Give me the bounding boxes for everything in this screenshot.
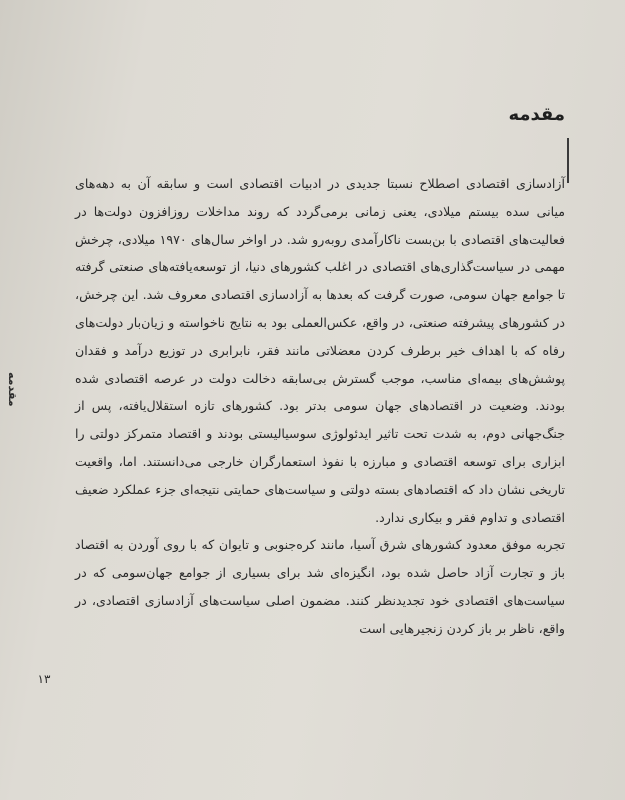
paragraph-1: آزادسازی اقتصادی اصطلاح نسبتا جدیدی در ادبیات اقتصادی است و سابقه آن به دهه‌های میانی سده بیستم میلادی، یعنی زمانی برمی‌گردد که روند مداخلات روزافزون دولت‌ها در فعالیت‌های اقتصادی با بن‌بست ناکارآمدی روبه‌رو شد. در اواخر سال‌های ۱۹۷۰ میلادی، چرخش مهمی در سیاست‌گذاری‌های اقتصادی در اغلب کشورهای دنیا، از توسعه‌یافته‌های صنعتی گرفته تا جوامع جهان سومی، صورت گرفت که بعدها به آزادسازی اقتصادی معروف شد. این چرخش، در کشورهای پیشرفته صنعتی، در واقع، عکس‌العملی بود به نتایج ناخواسته و زیان‌بار دولت‌های رفاه که با اهداف خیر برطرف کردن معضلاتی مانند فقر، نابرابری در توزیع درآمد و فقدان پوشش‌های بیمه‌ای مناسب، موجب گسترش بی‌سابقه دخالت دولت در عرصه اقتصادی شده بودند. وضعیت در اقتصادهای جهان سومی بدتر بود. کشورهای تازه استقلال‌یافته، پس از جنگ‌جهانی دوم، به شدت تحت تاثیر ایدئولوژی سوسیالیستی بودند و اقتصاد متمرکز دولتی را ابزاری برای توسعه اقتصادی و مبارزه با نفوذ استعمارگران خارجی می‌دانستند. اما، واقعیت تاریخی نشان داد که اقتصادهای بسته دولتی و سیاست‌های حمایتی نتیجه‌ای جزء عملکرد ضعیف اقتصادی و تداوم فقر و بیکاری ندارد. [75, 176, 566, 525]
heading-rule [567, 138, 569, 183]
page-number: ۱۳ [37, 672, 51, 686]
paragraph-2: تجربه موفق معدود کشورهای شرق آسیا، مانند کره‌جنوبی و تایوان که با روی آوردن به اقتصاد باز و تجارت آزاد حاصل شده بود، انگیزه‌ای شد برای بسیاری از جوامع جهان‌سومی که در سیاست‌های اقتصادی خود تجدیدنظر کنند. مضمون اصلی سیاست‌های آزادسازی اقتصادی، در واقع، ناظر بر باز کردن زنجیرهایی است [75, 537, 565, 636]
page-title: مقدمه [508, 104, 565, 125]
body-text [75, 170, 565, 643]
running-section-label: مقدمه [6, 372, 19, 407]
